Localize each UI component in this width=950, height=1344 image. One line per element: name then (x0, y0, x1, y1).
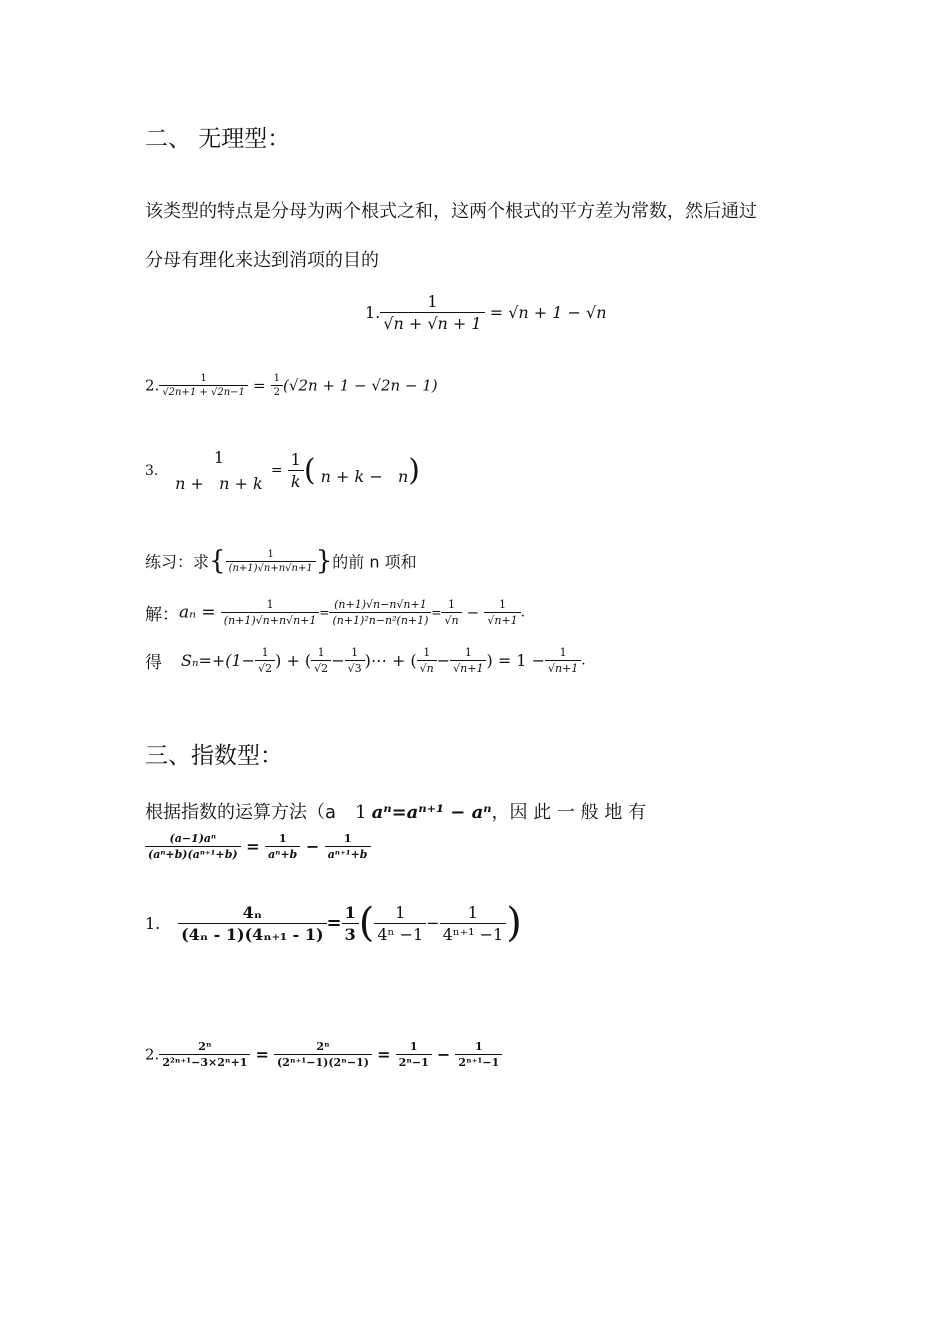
formula-2 (145, 373, 438, 398)
sum-frac-c-den: √3 (345, 660, 365, 675)
example-2-num: 2ⁿ (198, 1040, 212, 1053)
solution-term-1 (221, 598, 320, 627)
example-2-minus: − (436, 1045, 451, 1064)
example-2 (145, 1040, 502, 1069)
sum-frac-d-den: √n (417, 660, 437, 675)
general-right-2-num: 1 (343, 832, 352, 845)
sum-minus-1: − (331, 651, 345, 670)
sum-mid-2: )⋯ + ( (364, 651, 417, 670)
formula-3-close: ) (408, 453, 420, 488)
solution-minus: − (466, 603, 480, 622)
solution-term-2 (329, 598, 431, 627)
sum (145, 646, 586, 675)
formula-1-label: 1. (365, 303, 381, 322)
formula-2-half-den: 2 (271, 385, 283, 398)
example-1 (145, 900, 522, 946)
example-1-frac-a-num: 1 (395, 902, 406, 922)
practice (145, 546, 417, 576)
example-1-minus: − (426, 913, 440, 933)
example-1-third (342, 903, 359, 944)
section-2-heading: 二、 无理型： (145, 126, 291, 152)
general-right-1-num: 1 (278, 832, 287, 845)
sum-label: 得 (145, 653, 162, 673)
formula-3-k-fraction (288, 450, 304, 491)
sum-mid-1: ) + ( (275, 651, 312, 670)
formula-2-den: √2n+1 + √2n−1 (159, 385, 248, 398)
sum-frac-e-den: √n+1 (450, 660, 486, 675)
general-right-2 (325, 832, 371, 861)
solution-term-2-den: (n+1)²n−n²(n+1) (329, 612, 431, 627)
section-3-desc-gap: 1 (355, 802, 367, 823)
formula-3-num: 1 (213, 448, 224, 467)
example-2-label: 2. (145, 1045, 160, 1064)
example-2-frac-b-num: 1 (474, 1040, 483, 1053)
solution-term-1-num: 1 (266, 598, 274, 611)
practice-den: (n+1)√n+n√n+1 (226, 561, 316, 574)
sum-frac-d-num: 1 (423, 646, 431, 659)
practice-brace-open: { (209, 546, 226, 576)
solution-term-4-num: 1 (499, 598, 506, 611)
example-2-middle-den: (2ⁿ⁺¹−1)(2ⁿ−1) (274, 1054, 372, 1069)
practice-brace-close: } (315, 546, 333, 576)
example-1-third-den: 3 (342, 923, 359, 944)
solution-term-4 (484, 598, 520, 627)
sum-frac-c (345, 646, 365, 675)
formula-2-half (271, 373, 283, 398)
example-2-frac-a-den: 2ⁿ−1 (396, 1054, 432, 1069)
general-right-1 (265, 832, 300, 861)
solution-lhs: aₙ = (179, 602, 216, 623)
solution-term-1-den: (n+1)√n+n√n+1 (221, 612, 320, 627)
general-formula (145, 832, 371, 861)
sum-end: . (581, 652, 586, 669)
general-num: (a−1)aⁿ (169, 832, 217, 845)
section-3-heading: 三、指数型： (145, 743, 283, 769)
formula-3-label: 3. (145, 462, 159, 479)
section-3-desc-text: 根据指数的运算方法（a (145, 802, 337, 823)
example-1-frac-b-den: 4ⁿ⁺¹ −1 (440, 923, 507, 944)
example-1-close: ) (506, 900, 522, 946)
example-1-eq: = (326, 912, 342, 934)
sum-frac-b-den: √2 (311, 660, 331, 675)
formula-3-fraction (172, 448, 266, 493)
solution-term-3-den: √n (441, 612, 461, 627)
example-1-third-num: 1 (344, 902, 356, 922)
sum-frac-a (255, 646, 275, 675)
formula-3-k-den: k (288, 470, 304, 491)
example-2-eq-2: = (377, 1045, 391, 1064)
example-2-den: 2²ⁿ⁺¹−3×2ⁿ+1 (159, 1054, 250, 1069)
sum-frac-a-num: 1 (261, 646, 269, 659)
formula-1-den: √n + √n + 1 (380, 312, 484, 333)
sum-frac-b-num: 1 (317, 646, 325, 659)
solution-term-4-den: √n+1 (484, 612, 520, 627)
formula-2-half-num: 1 (273, 373, 281, 384)
practice-num: 1 (267, 548, 274, 560)
sum-mid-3: ) = 1 − (486, 651, 545, 670)
example-1-frac-a-den: 4ⁿ −1 (374, 923, 426, 944)
example-1-frac-a (374, 903, 426, 944)
practice-tail: 的前 n 项和 (332, 552, 417, 572)
example-1-label: 1. (145, 913, 161, 933)
general-right-1-den: aⁿ+b (265, 846, 300, 861)
formula-3-eq: = (270, 462, 283, 479)
formula-2-label: 2. (145, 376, 160, 395)
sum-minus-2: − (436, 651, 451, 670)
section-3-desc (145, 798, 646, 824)
formula-1-num: 1 (427, 292, 438, 311)
example-2-frac-b-den: 2ⁿ⁺¹−1 (455, 1054, 502, 1069)
example-1-frac-b-num: 1 (467, 902, 478, 922)
solution-label: 解： (145, 605, 179, 625)
general-eq: = (246, 837, 260, 856)
solution-eq-1: = (319, 605, 330, 620)
formula-2-eq: = (252, 376, 266, 395)
sum-frac-c-num: 1 (351, 646, 359, 659)
section-3-desc-tail: ，因 此 一 般 地 有 (491, 802, 647, 823)
practice-fraction (226, 549, 316, 574)
example-2-middle (274, 1040, 372, 1069)
solution-term-3 (441, 598, 461, 627)
formula-2-num: 1 (200, 373, 207, 384)
formula-3-k-num: 1 (290, 450, 301, 469)
example-2-frac-a-num: 1 (409, 1040, 418, 1053)
practice-label: 练习：求 (145, 552, 210, 572)
example-1-num: 4ₙ (242, 902, 263, 922)
solution-term-3-num: 1 (448, 598, 456, 611)
example-2-frac-a (396, 1040, 432, 1069)
example-2-eq-1: = (255, 1045, 269, 1064)
example-1-fraction (178, 903, 326, 944)
example-2-fraction (159, 1040, 250, 1069)
sum-frac-b (311, 646, 331, 675)
solution (145, 598, 525, 627)
example-1-open: ( (358, 900, 375, 946)
sum-frac-e (450, 646, 486, 675)
section-2-desc-line-2: 分母有理化来达到消项的目的 (145, 250, 379, 271)
formula-3-open: ( (303, 453, 316, 488)
general-fraction (145, 832, 241, 861)
formula-1-fraction (380, 292, 484, 333)
sum-frac-f (545, 646, 581, 675)
example-2-frac-b (455, 1040, 502, 1069)
sum-frac-f-num: 1 (559, 646, 567, 659)
formula-2-rhs: (√2n + 1 − √2n − 1) (283, 376, 438, 395)
solution-term-2-num: (n+1)√n−n√n+1 (334, 598, 427, 611)
solution-eq-2: = (431, 605, 442, 620)
general-den: (aⁿ+b)(aⁿ⁺¹+b) (145, 846, 241, 861)
sum-frac-e-num: 1 (464, 646, 472, 659)
sum-frac-d (417, 646, 437, 675)
sum-frac-f-den: √n+1 (545, 660, 581, 675)
formula-1 (365, 292, 607, 333)
formula-3-inner: n + k − n (315, 467, 409, 486)
example-1-frac-b (440, 903, 507, 944)
general-right-2-den: aⁿ⁺¹+b (325, 846, 371, 861)
sum-lhs: Sₙ=+(1− (181, 651, 256, 670)
formula-3 (145, 448, 420, 493)
formula-1-rhs: = √n + 1 − √n (489, 303, 607, 322)
section-2-desc-line-1: 该类型的特点是分母为两个根式之和，这两个根式的平方差为常数，然后通过 (145, 201, 757, 222)
sum-frac-a-den: √2 (255, 660, 275, 675)
section-3-desc-formula: aⁿ=aⁿ⁺¹ − aⁿ (371, 802, 492, 823)
formula-2-fraction (159, 373, 248, 398)
solution-end: . (520, 604, 526, 621)
general-minus: − (305, 837, 320, 856)
example-2-middle-num: 2ⁿ (316, 1040, 330, 1053)
example-1-den: (4ₙ - 1)(4ₙ₊₁ - 1) (178, 923, 326, 944)
formula-3-den: n + n + k (175, 474, 263, 493)
